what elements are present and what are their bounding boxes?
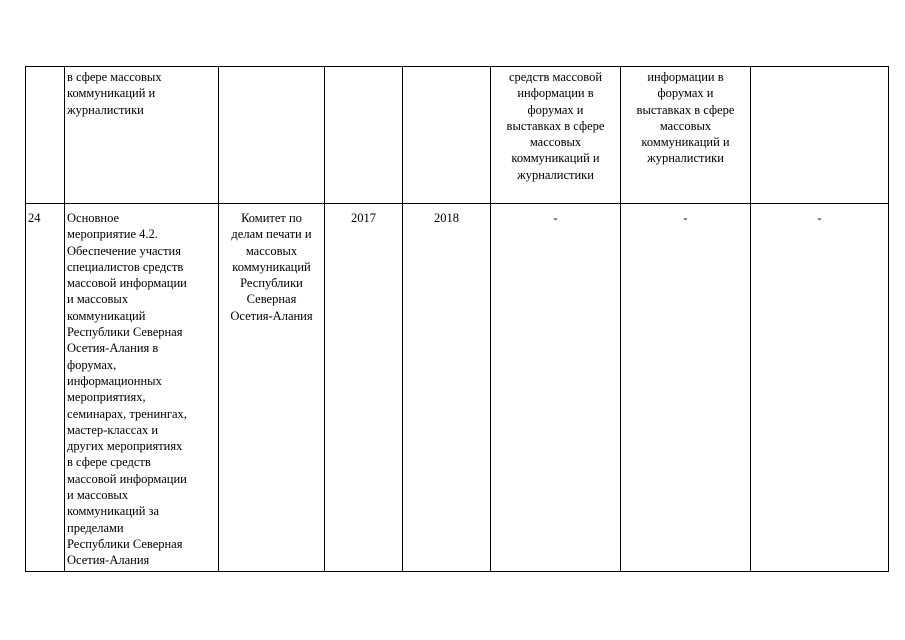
activity-name-line: пределами xyxy=(67,520,124,535)
executor-line: Комитет по xyxy=(241,211,302,225)
activity-name-line: Республики Северная xyxy=(67,325,183,340)
activity-name-line: массовой информации xyxy=(67,471,187,486)
activity-name-line: других мероприятиях xyxy=(67,439,183,454)
cell-result-end: - xyxy=(621,204,751,572)
result-start-line: выставках в сфере xyxy=(506,118,605,133)
cell-activity-name xyxy=(65,204,219,572)
result-end-line: коммуникаций и xyxy=(641,135,730,150)
executor-line: Осетия-Алания xyxy=(230,308,313,323)
cell-note: - xyxy=(751,204,889,572)
activity-name-line: коммуникаций xyxy=(67,308,146,323)
cell-result-start xyxy=(491,67,621,204)
activity-name-line: специалистов средств xyxy=(67,259,184,274)
result-end-line: форумах и xyxy=(657,86,714,101)
activity-name-line: массовой информации xyxy=(67,276,187,291)
cell-start-year: 2017 xyxy=(325,204,403,572)
activity-name-line: в сфере массовых xyxy=(67,70,162,84)
result-start-line: форумах и xyxy=(527,102,584,117)
activity-name-line: Обеспечение участия xyxy=(67,243,181,258)
result-end-line: журналистики xyxy=(647,151,724,166)
cell-number xyxy=(26,67,65,204)
activity-name-line: Осетия-Алания xyxy=(67,553,150,568)
cell-result-start: - xyxy=(491,204,621,572)
cell-executor xyxy=(219,67,325,204)
result-end-line: массовых xyxy=(659,118,712,133)
cell-result-end xyxy=(621,67,751,204)
cell-activity-name xyxy=(65,67,219,204)
result-start-line: журналистики xyxy=(517,167,594,182)
cell-executor xyxy=(219,204,325,572)
activity-name-line: и массовых xyxy=(67,292,129,307)
activity-name-line: Республики Северная xyxy=(67,536,183,551)
activity-name-line: мероприятие 4.2. xyxy=(67,227,158,242)
activity-name-line: мероприятиях, xyxy=(67,390,146,405)
activity-name-line: Осетия-Алания в xyxy=(67,341,159,356)
result-start-line: массовых xyxy=(529,135,582,150)
activity-name-line: в сфере средств xyxy=(67,455,151,470)
activity-name-line: Основное xyxy=(67,211,120,225)
cell-end-year xyxy=(403,67,491,204)
table-row-continuation xyxy=(26,67,889,204)
cell-note xyxy=(751,67,889,204)
activity-name-line: форумах, xyxy=(67,357,117,372)
activity-name-line: мастер-классах и xyxy=(67,422,159,437)
executor-line: делам печати и xyxy=(231,227,312,242)
executor-line: Северная xyxy=(246,292,297,307)
activities-table xyxy=(25,66,889,572)
result-end-line: выставках в сфере xyxy=(636,102,735,117)
cell-start-year xyxy=(325,67,403,204)
activity-name-line: информационных xyxy=(67,373,162,388)
executor-line: Республики xyxy=(240,276,303,291)
activity-name-line: журналистики xyxy=(67,102,144,117)
executor-line: массовых xyxy=(245,243,298,258)
activity-name-line: и массовых xyxy=(67,488,129,503)
result-start-line: средств массовой xyxy=(508,70,603,84)
activity-name-line: семинарах, тренингах, xyxy=(67,406,187,421)
result-end-line: информации в xyxy=(647,70,724,84)
executor-line: коммуникаций xyxy=(232,259,311,274)
result-start-line: коммуникаций и xyxy=(511,151,600,166)
result-start-line: информации в xyxy=(517,86,594,101)
table-row-24 xyxy=(26,204,889,572)
activity-name-line: коммуникаций за xyxy=(67,504,160,519)
activity-name-line: коммуникаций и xyxy=(67,86,156,101)
cell-number: 24 xyxy=(26,204,65,572)
cell-end-year: 2018 xyxy=(403,204,491,572)
